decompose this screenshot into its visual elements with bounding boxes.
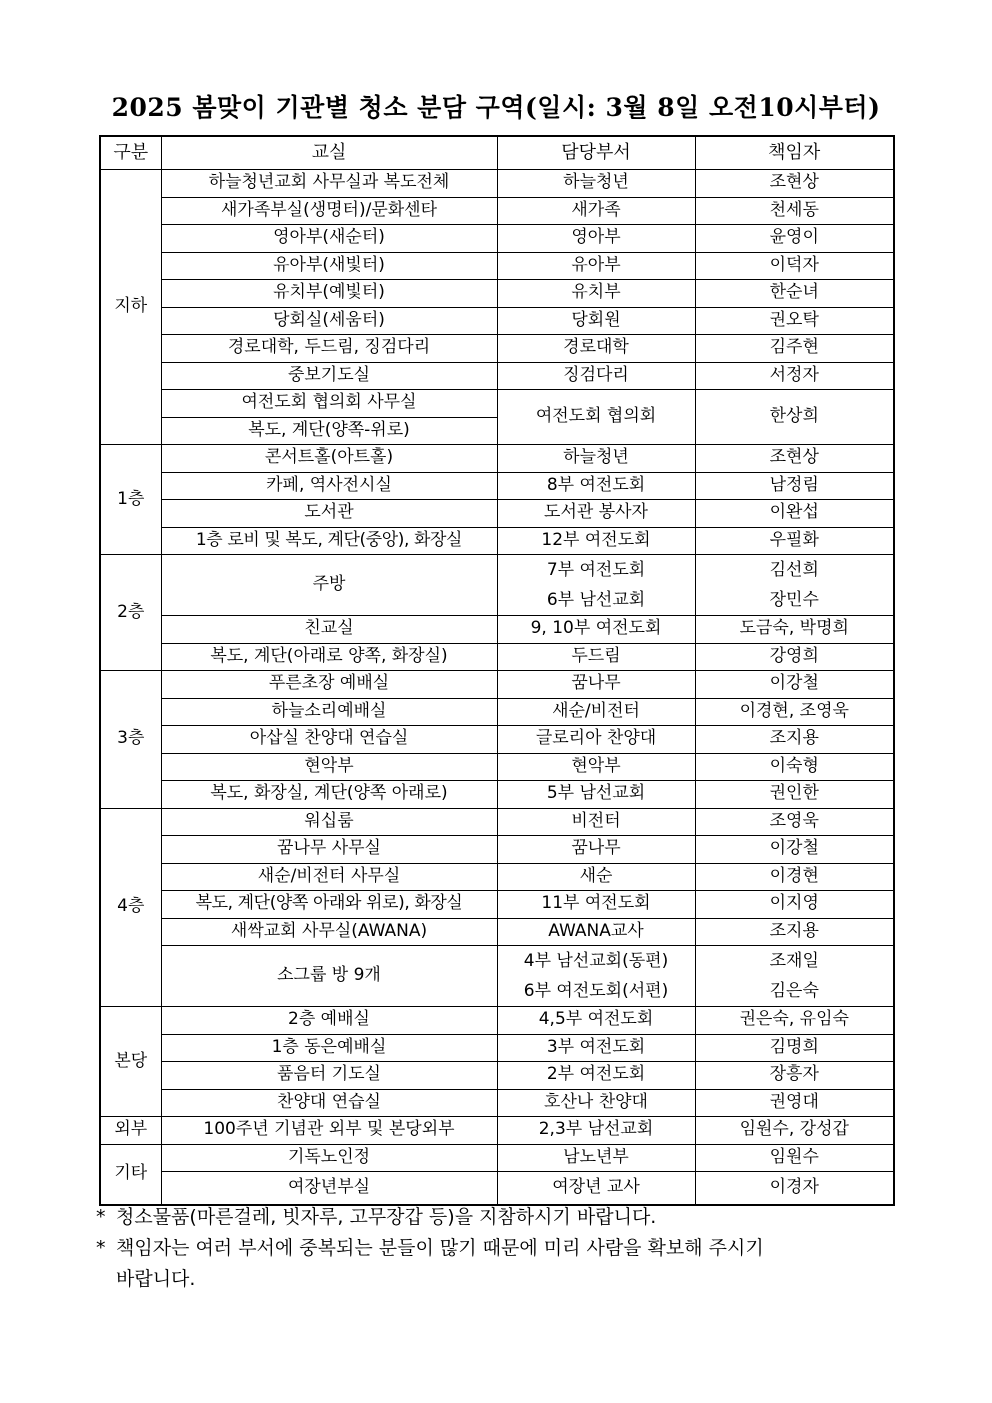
table-row xyxy=(100,307,894,335)
header-section: 구분 xyxy=(100,136,161,170)
header-dept: 담당부서 xyxy=(497,136,695,170)
room-cell: 새싹교회 사무실(AWANA) xyxy=(161,918,497,946)
section-outside: 외부 xyxy=(100,1117,161,1145)
dept-cell: 4,5부 여전도회 xyxy=(497,1007,695,1035)
dept-cell: 경로대학 xyxy=(497,335,695,363)
table-row xyxy=(100,1062,894,1090)
section-floor1: 1층 xyxy=(100,445,161,555)
table-row xyxy=(100,472,894,500)
section-floor3: 3층 xyxy=(100,671,161,809)
person-cell: 한상희 xyxy=(695,390,894,445)
dept-cell: 도서관 봉사자 xyxy=(497,500,695,528)
person-cell: 이지영 xyxy=(695,891,894,919)
person-cell: 조현상 xyxy=(695,445,894,473)
table-row xyxy=(100,1172,894,1206)
table-row xyxy=(100,891,894,919)
dept-cell: 여전도회 협의회 xyxy=(497,390,695,445)
dept-cell: 꿈나무 xyxy=(497,671,695,699)
dept-cell: 영아부 xyxy=(497,225,695,253)
person-cell xyxy=(695,555,894,616)
table-row xyxy=(100,1117,894,1145)
note-text: 책임자는 여러 부서에 중복되는 분들이 많기 때문에 미리 사람을 확보해 주시기 xyxy=(116,1237,764,1259)
table-row xyxy=(100,170,894,198)
room-cell: 유치부(예빛터) xyxy=(161,280,497,308)
table-row xyxy=(100,918,894,946)
table-row xyxy=(100,946,894,1007)
dept-line: 7부 여전도회 xyxy=(546,560,646,580)
room-cell: 경로대학, 두드림, 징검다리 xyxy=(161,335,497,363)
header-room: 교실 xyxy=(161,136,497,170)
room-cell: 100주년 기념관 외부 및 본당외부 xyxy=(161,1117,497,1145)
room-cell: 여장년부실 xyxy=(161,1172,497,1206)
person-line: 조재일 xyxy=(769,951,819,971)
person-line: 장민수 xyxy=(769,590,819,610)
room-cell: 현악부 xyxy=(161,753,497,781)
room-cell: 1층 로비 및 복도, 계단(중앙), 화장실 xyxy=(161,527,497,555)
room-cell: 친교실 xyxy=(161,616,497,644)
dept-line: 6부 여전도회(서편) xyxy=(523,981,669,1001)
table-row xyxy=(100,1034,894,1062)
table-row xyxy=(100,726,894,754)
table-row xyxy=(100,225,894,253)
person-cell xyxy=(695,946,894,1007)
section-basement: 지하 xyxy=(100,170,161,445)
dept-cell: 8부 여전도회 xyxy=(497,472,695,500)
room-cell: 기독노인정 xyxy=(161,1144,497,1172)
person-cell: 이완섭 xyxy=(695,500,894,528)
table-row xyxy=(100,1144,894,1172)
table-row xyxy=(100,390,894,418)
person-cell: 이경현 xyxy=(695,863,894,891)
header-row xyxy=(100,136,894,170)
notes xyxy=(96,1202,896,1295)
dept-cell: 11부 여전도회 xyxy=(497,891,695,919)
dept-cell xyxy=(497,946,695,1007)
dept-cell: 비전터 xyxy=(497,808,695,836)
person-cell: 권은숙, 유임숙 xyxy=(695,1007,894,1035)
person-cell: 우필화 xyxy=(695,527,894,555)
room-cell: 콘서트홀(아트홀) xyxy=(161,445,497,473)
dept-cell: 새순 xyxy=(497,863,695,891)
table-row xyxy=(100,671,894,699)
room-cell: 유아부(새빛터) xyxy=(161,252,497,280)
person-cell: 서정자 xyxy=(695,362,894,390)
table-row xyxy=(100,197,894,225)
table-row xyxy=(100,555,894,616)
person-cell: 도금숙, 박명희 xyxy=(695,616,894,644)
dept-cell: 새순/비전터 xyxy=(497,698,695,726)
table-row xyxy=(100,698,894,726)
table-row xyxy=(100,362,894,390)
table-row xyxy=(100,335,894,363)
header-person: 책임자 xyxy=(695,136,894,170)
person-cell: 권영대 xyxy=(695,1089,894,1117)
dept-cell xyxy=(497,555,695,616)
person-cell: 김명희 xyxy=(695,1034,894,1062)
dept-cell: 징검다리 xyxy=(497,362,695,390)
note-responsible xyxy=(96,1233,896,1295)
table-row xyxy=(100,863,894,891)
dept-cell: 남노년부 xyxy=(497,1144,695,1172)
person-cell: 권오탁 xyxy=(695,307,894,335)
dept-cell: 호산나 찬양대 xyxy=(497,1089,695,1117)
room-cell: 푸른초장 예배실 xyxy=(161,671,497,699)
room-cell: 중보기도실 xyxy=(161,362,497,390)
room-cell: 주방 xyxy=(161,555,497,616)
room-cell: 품음터 기도실 xyxy=(161,1062,497,1090)
dept-cell: 현악부 xyxy=(497,753,695,781)
dept-cell: AWANA교사 xyxy=(497,918,695,946)
room-cell: 워십룸 xyxy=(161,808,497,836)
table-row xyxy=(100,781,894,809)
room-cell: 2층 예배실 xyxy=(161,1007,497,1035)
person-cell: 장흥자 xyxy=(695,1062,894,1090)
person-cell: 조지용 xyxy=(695,918,894,946)
note-text: 청소물품(마른걸레, 빗자루, 고무장갑 등)을 지참하시기 바랍니다. xyxy=(116,1206,657,1228)
person-cell: 이경현, 조영욱 xyxy=(695,698,894,726)
person-line: 김선희 xyxy=(769,560,819,580)
room-cell: 복도, 계단(양쪽-위로) xyxy=(161,417,497,445)
person-cell: 조영욱 xyxy=(695,808,894,836)
person-cell: 이숙형 xyxy=(695,753,894,781)
dept-cell: 5부 남선교회 xyxy=(497,781,695,809)
person-cell: 조지용 xyxy=(695,726,894,754)
dept-line: 6부 남선교회 xyxy=(546,590,646,610)
person-cell: 김주현 xyxy=(695,335,894,363)
room-cell: 당회실(세움터) xyxy=(161,307,497,335)
person-cell: 이경자 xyxy=(695,1172,894,1206)
note-supplies xyxy=(96,1202,896,1233)
document-title: 2025 봄맞이 기관별 청소 분담 구역(일시: 3월 8일 오전10시부터) xyxy=(111,93,881,122)
room-cell: 카페, 역사전시실 xyxy=(161,472,497,500)
person-cell: 한순녀 xyxy=(695,280,894,308)
table-row xyxy=(100,500,894,528)
table-row xyxy=(100,808,894,836)
table-row xyxy=(100,753,894,781)
table-row xyxy=(100,616,894,644)
person-line: 김은숙 xyxy=(769,981,819,1001)
dept-cell: 2부 여전도회 xyxy=(497,1062,695,1090)
room-cell: 새순/비전터 사무실 xyxy=(161,863,497,891)
note-text-continued: 바랍니다. xyxy=(116,1268,196,1290)
person-cell: 윤영이 xyxy=(695,225,894,253)
person-cell: 임원수 xyxy=(695,1144,894,1172)
room-cell: 복도, 화장실, 계단(양쪽 아래로) xyxy=(161,781,497,809)
dept-cell: 두드림 xyxy=(497,643,695,671)
person-cell: 남정림 xyxy=(695,472,894,500)
room-cell: 찬양대 연습실 xyxy=(161,1089,497,1117)
dept-cell: 하늘청년 xyxy=(497,445,695,473)
room-cell: 복도, 계단(양쪽 아래와 위로), 화장실 xyxy=(161,891,497,919)
room-cell: 하늘소리예배실 xyxy=(161,698,497,726)
person-cell: 권인한 xyxy=(695,781,894,809)
dept-cell: 글로리아 찬양대 xyxy=(497,726,695,754)
dept-line: 4부 남선교회(동편) xyxy=(523,951,669,971)
person-cell: 이강철 xyxy=(695,671,894,699)
section-floor4: 4층 xyxy=(100,808,161,1007)
room-cell: 꿈나무 사무실 xyxy=(161,836,497,864)
room-cell: 하늘청년교회 사무실과 복도전체 xyxy=(161,170,497,198)
section-main-sanctuary: 본당 xyxy=(100,1007,161,1117)
room-cell: 1층 동은예배실 xyxy=(161,1034,497,1062)
dept-cell: 여장년 교사 xyxy=(497,1172,695,1206)
bullet-star: * xyxy=(96,1237,106,1259)
room-cell: 복도, 계단(아래로 양쪽, 화장실) xyxy=(161,643,497,671)
room-cell: 아삽실 찬양대 연습실 xyxy=(161,726,497,754)
person-cell: 천세동 xyxy=(695,197,894,225)
room-cell: 소그룹 방 9개 xyxy=(161,946,497,1007)
dept-cell: 꿈나무 xyxy=(497,836,695,864)
dept-cell: 당회원 xyxy=(497,307,695,335)
cleaning-assignment-table xyxy=(99,135,895,1206)
section-other: 기타 xyxy=(100,1144,161,1205)
section-floor2: 2층 xyxy=(100,555,161,671)
person-cell: 임원수, 강성갑 xyxy=(695,1117,894,1145)
dept-cell: 새가족 xyxy=(497,197,695,225)
dept-cell: 3부 여전도회 xyxy=(497,1034,695,1062)
person-cell: 이덕자 xyxy=(695,252,894,280)
table-row xyxy=(100,280,894,308)
table-row xyxy=(100,836,894,864)
person-cell: 이강철 xyxy=(695,836,894,864)
table-row xyxy=(100,643,894,671)
dept-cell: 9, 10부 여전도회 xyxy=(497,616,695,644)
room-cell: 새가족부실(생명터)/문화센타 xyxy=(161,197,497,225)
table-row xyxy=(100,1089,894,1117)
dept-cell: 12부 여전도회 xyxy=(497,527,695,555)
dept-cell: 유치부 xyxy=(497,280,695,308)
room-cell: 영아부(새순터) xyxy=(161,225,497,253)
person-cell: 조현상 xyxy=(695,170,894,198)
table-row xyxy=(100,445,894,473)
room-cell: 여전도회 협의회 사무실 xyxy=(161,390,497,418)
table-row xyxy=(100,1007,894,1035)
room-cell: 도서관 xyxy=(161,500,497,528)
person-cell: 강영희 xyxy=(695,643,894,671)
dept-cell: 2,3부 남선교회 xyxy=(497,1117,695,1145)
table-row xyxy=(100,252,894,280)
dept-cell: 유아부 xyxy=(497,252,695,280)
bullet-star: * xyxy=(96,1206,106,1228)
table-row xyxy=(100,527,894,555)
dept-cell: 하늘청년 xyxy=(497,170,695,198)
